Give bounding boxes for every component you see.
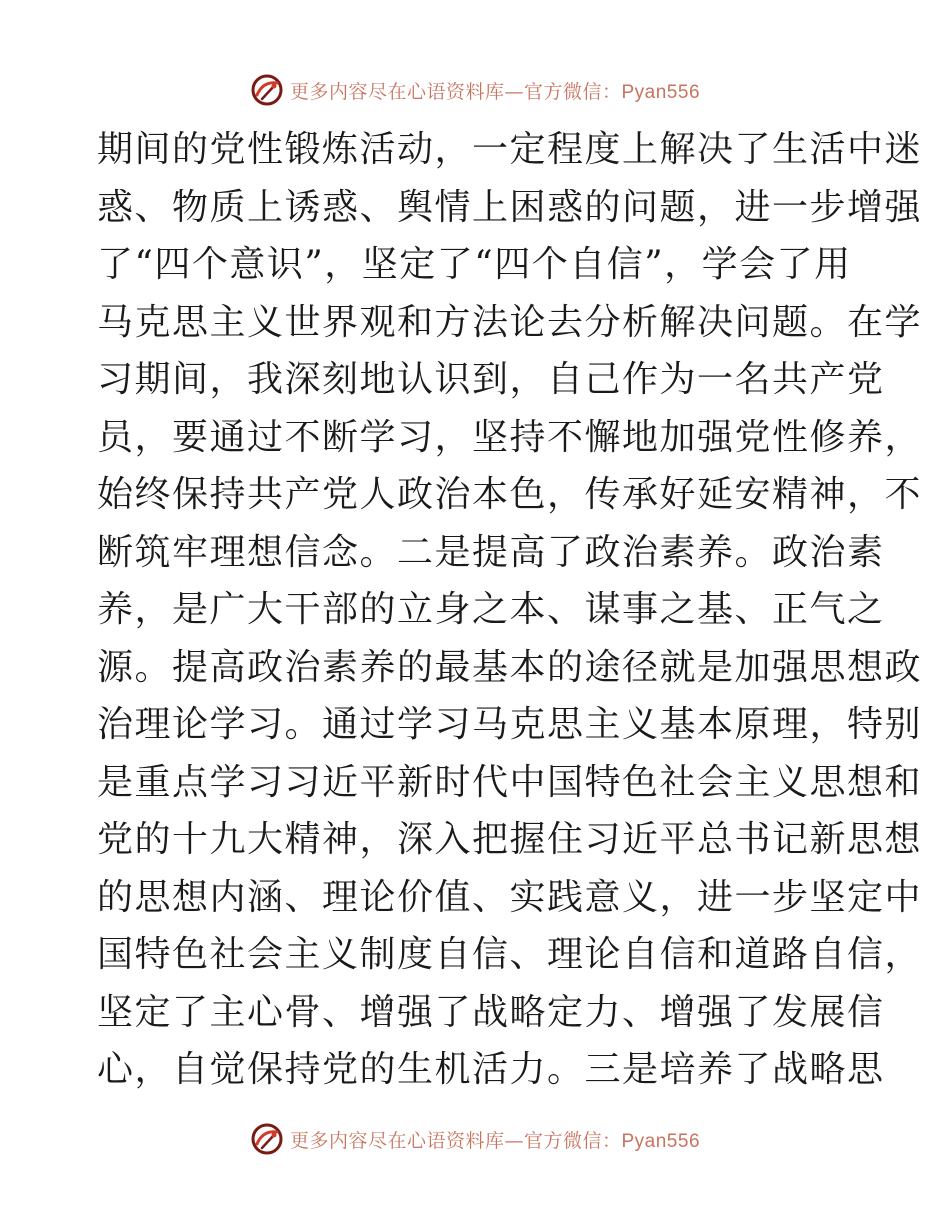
body-line: 治理论学习。通过学习马克思主义基本原理，特别	[97, 704, 923, 745]
header-banner-text	[290, 77, 700, 104]
header-banner[interactable]	[0, 70, 950, 110]
body-line: 源。提高政治素养的最基本的途径就是加强思想政	[97, 646, 923, 688]
body-line: 惑、物质上诱惑、舆情上困惑的问题，进一步增强	[97, 186, 923, 228]
body-line: 了“四个意识”，坚定了“四个自信”，学会了用	[97, 244, 852, 285]
body-line: 党的十九大精神，深入把握住习近平总书记新思想	[97, 819, 923, 860]
footer-banner-label: 更多内容尽在心语资料库—官方微信：	[289, 1129, 622, 1152]
body-line: 是重点学习习近平新时代中国特色社会主义思想和	[97, 761, 923, 803]
header-wechat-id: Pyan556	[621, 81, 701, 103]
body-line: 期间的党性锻炼活动，一定程度上解决了生活中迷	[97, 129, 923, 170]
body-line: 员，要通过不断学习，坚持不懈地加强党性修养，	[97, 416, 923, 458]
body-line: 的思想内涵、理论价值、实践意义，进一步坚定中	[97, 876, 923, 918]
body-line: 心，自觉保持党的生机活力。三是培养了战略思	[97, 1049, 885, 1090]
brand-logo-icon	[250, 73, 284, 107]
brand-logo-icon	[250, 1122, 284, 1156]
body-line: 马克思主义世界观和方法论去分析解决问题。在学	[97, 301, 923, 343]
body-line: 养，是广大干部的立身之本、谋事之基、正气之	[97, 589, 885, 630]
body-text	[97, 121, 923, 1099]
body-line: 习期间，我深刻地认识到，自己作为一名共产党	[97, 359, 885, 400]
body-line: 国特色社会主义制度自信、理论自信和道路自信，	[97, 934, 923, 975]
footer-banner[interactable]	[0, 1119, 950, 1159]
footer-wechat-id: Pyan556	[621, 1130, 701, 1152]
body-line: 断筑牢理想信念。二是提高了政治素养。政治素	[97, 531, 885, 573]
footer-banner-text	[290, 1126, 700, 1153]
body-line: 始终保持共产党人政治本色，传承好延安精神，不	[97, 474, 923, 515]
body-line: 坚定了主心骨、增强了战略定力、增强了发展信	[97, 991, 885, 1033]
header-banner-label: 更多内容尽在心语资料库—官方微信：	[289, 80, 622, 103]
